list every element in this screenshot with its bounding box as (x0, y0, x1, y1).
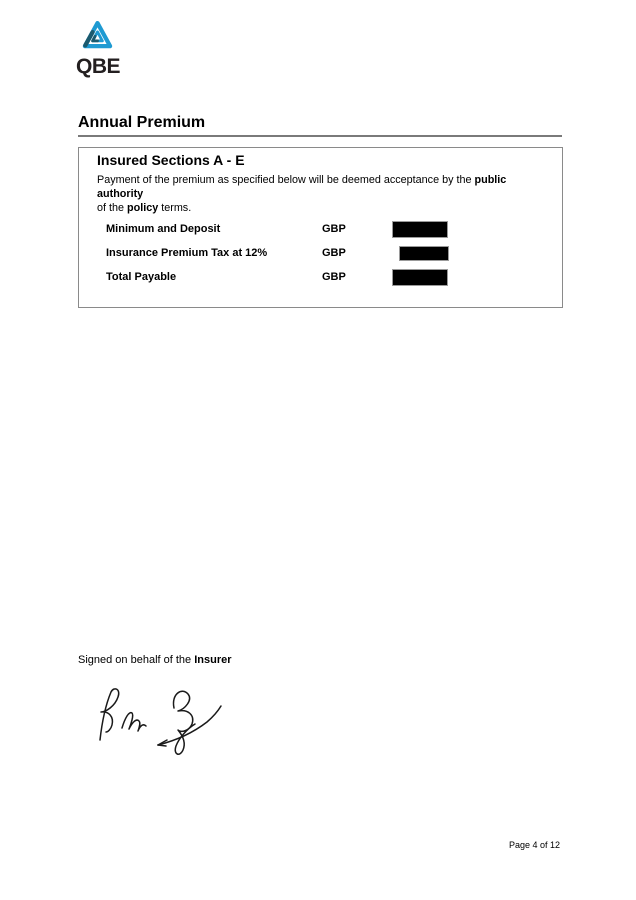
page-title: Annual Premium (78, 114, 206, 131)
signed-caption (78, 654, 232, 666)
qbe-wordmark: QBE (76, 55, 121, 78)
currency-label: GBP (322, 223, 346, 235)
premium-row-ipt (106, 245, 546, 262)
title-divider (78, 135, 562, 137)
signature-image (94, 682, 226, 760)
currency-label: GBP (322, 247, 346, 259)
currency-label: GBP (322, 271, 346, 283)
page-number: Page 4 of 12 (508, 840, 560, 850)
premium-row-total-payable (106, 269, 546, 286)
qbe-knot-icon (80, 18, 115, 54)
intro-text: Payment of the premium as specified below will be deemed acceptance by the (97, 174, 475, 186)
redacted-amount (392, 269, 448, 286)
intro-text-3: terms. (158, 202, 192, 214)
row-label: Total Payable (106, 271, 177, 283)
section-heading: Insured Sections A - E (97, 152, 245, 168)
intro-bold-policy: policy (127, 202, 159, 214)
redacted-amount (399, 246, 449, 261)
signed-caption-text: Signed on behalf of the (78, 654, 195, 666)
premium-row-minimum-deposit (106, 221, 546, 238)
insured-sections-box (78, 147, 563, 308)
signed-caption-insurer: Insurer (194, 654, 232, 666)
intro-text-2: of the (97, 202, 128, 214)
row-label: Insurance Premium Tax at 12% (106, 247, 268, 259)
qbe-logo (76, 18, 136, 79)
intro-bold-public-authority: public authority (97, 174, 507, 200)
redacted-amount (392, 221, 448, 238)
row-label: Minimum and Deposit (106, 223, 221, 235)
section-intro-text (97, 173, 545, 215)
